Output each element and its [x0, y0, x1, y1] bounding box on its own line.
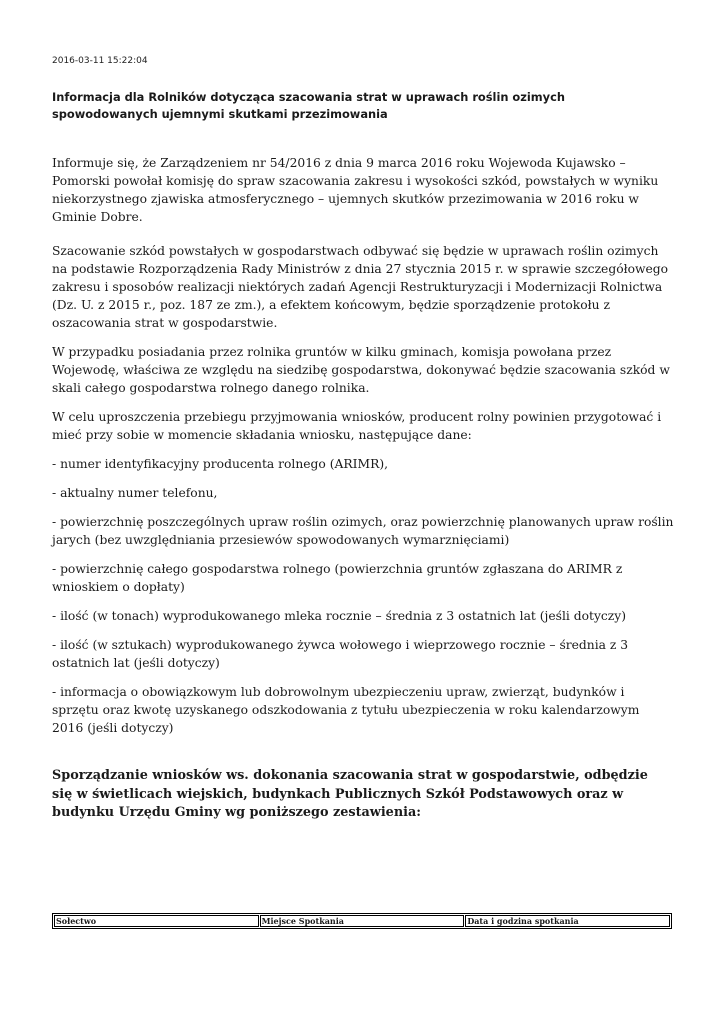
list-item-milk: - ilość (w tonach) wyprodukowanego mleka rocznie – średnia z 3 ostatnich lat (jeśli dotyczy): [52, 609, 627, 623]
table-header-row: [54, 915, 670, 927]
paragraph-legal-basis: Szacowanie szkód powstałych w gospodarstwach odbywać się będzie w uprawach roślin ozimych na podstawie Rozporządzenia Rady Ministrów z dnia 27 stycznia 2015 r. w sprawie szczegółowego zakresu i sposobów realizacji niektórych zadań Agencji Restrukturyzacji i Modernizacji Rolnictwa (Dz. U. z 2015 r., poz. 187 ze zm.), a efektem końcowym, będzie sporządzenie protokołu z oszacowania strat w gospodarstwie.: [52, 244, 669, 330]
list-item-crop-area: - powierzchnię poszczególnych upraw roślin ozimych, oraz powierzchnię planowanych upraw roślin jarych (bez uwzględniania przesiewów spowodowanych wymarznięciami): [52, 515, 674, 547]
main-section: [52, 242, 674, 748]
intro-paragraph: Informuje się, że Zarządzeniem nr 54/2016 z dnia 9 marca 2016 roku Wojewoda Kujawsko – Pomorski powołał komisję do spraw szacowania zakresu i wysokości szkód, powstałych w wyniku niekorzystnego zjawiska atmosferycznego – ujemnych skutków przezimowania w 2016 roku w Gminie Dobre.: [52, 156, 659, 224]
list-item-insurance: - informacja o obowiązkowym lub dobrowolnym ubezpieczeniu upraw, zwierząt, budynków i sprzętu oraz kwotę uzyskanego odszkodowania z tytułu ubezpieczenia w roku kalendarzowym 2016 (jeśli dotyczy): [52, 685, 640, 735]
list-item-phone: - aktualny numer telefonu,: [52, 486, 218, 500]
paragraph-required-data-intro: W celu uproszczenia przebiegu przyjmowania wniosków, producent rolny powinien przygotować i mieć przy sobie w momencie składania wniosku, następujące dane:: [52, 410, 662, 442]
column-header-meeting-place: Miejsce Spotkania: [260, 915, 465, 927]
column-header-village: Sołectwo: [54, 915, 259, 927]
column-header-meeting-datetime: Data i godzina spotkania: [465, 915, 670, 927]
schedule-table: [52, 913, 672, 929]
paragraph-multiple-communes: W przypadku posiadania przez rolnika gruntów w kilku gminach, komisja powołana przez Wojewodę, właściwa ze względu na siedzibę gospodarstwa, dokonywać będzie szacowania szkód w skali całego gospodarstwa rolnego danego rolnika.: [52, 345, 670, 395]
document-title: Informacja dla Rolników dotycząca szacowania strat w uprawach roślin ozimych spowodowanych ujemnymi skutkami przezimowania: [52, 90, 565, 121]
print-timestamp: 2016-03-11 15:22:04: [52, 56, 148, 66]
intro-section: [52, 154, 674, 226]
list-item-producer-id: - numer identyfikacyjny producenta rolnego (ARIMR),: [52, 457, 389, 471]
list-item-livestock: - ilość (w sztukach) wyprodukowanego żywca wołowego i wieprzowego rocznie – średnia z 3 ostatnich lat (jeśli dotyczy): [52, 638, 629, 670]
schedule-heading: Sporządzanie wniosków ws. dokonania szacowania strat w gospodarstwie, odbędzie się w świetlicach wiejskich, budynkach Publicznych Szkół Podstawowych oraz w budynku Urzędu Gminy wg poniższego zestawienia:: [52, 768, 648, 820]
list-item-farm-area: - powierzchnię całego gospodarstwa rolnego (powierzchnia gruntów zgłaszana do ARIMR z wnioskiem o dopłaty): [52, 562, 623, 594]
